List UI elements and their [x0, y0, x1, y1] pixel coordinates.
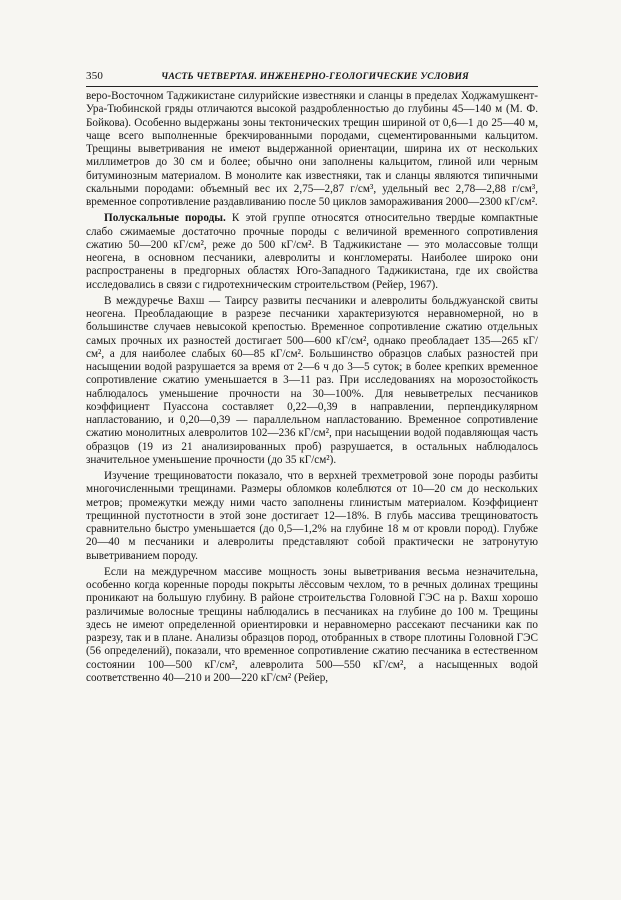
paragraph-1 — [86, 90, 538, 209]
page-number: 350 — [86, 70, 104, 82]
section-heading-semirock: Полускальные породы. — [104, 212, 226, 225]
running-header — [86, 70, 538, 87]
paragraph-1-text: веро-Восточном Таджикистане силурийские известняки и сланцы в пределах Ходжамушкент-Ура-Тюбинской гряды отличаются высокой раздробленностью до глубины 45—140 м (М. Ф. Бойкова). Особенно выдержаны зоны тектонических трещин шириной от 0,6—1 до 25—40 м, чаще всего выполненные брекчированными породами, сцементированными кальцитом. Трещины выветривания не имеют выдержанной ориентации, ширина их от нескольких миллиметров до 30 см и более; обычно они заполнены кальцитом, глиной или черным битуминозным материалом. В монолите как известняки, так и сланцы являются типичными скальными породами: объемный вес их 2,75—2,87 г/см³, удельный вес 2,78—2,88 г/см³, временное сопротивление раздавливанию после 50 циклов замораживания 2000—2300 кГ/см². — [86, 90, 538, 208]
paragraph-4 — [86, 470, 538, 563]
paragraph-5-text: Если на междуречном массиве мощность зоны выветривания весьма незначительна, особенно когда коренные породы покрыты лёссовым чехлом, то в речных долинах трещины проникают на большую глубину. В районе строительства Головной ГЭС на р. Вахш хорошо различимые волосные трещины наблюдались в песчаниках на глубине до 100 м. Трещины здесь не имеют определенной ориентировки и неравномерно рассекают песчаники как по разрезу, так и в плане. Анализы образцов пород, отобранных в створе плотины Головной ГЭС (56 определений), показали, что временное сопротивление сжатию песчаника в естественном состоянии 100—500 кГ/см², алевролита 500—550 кГ/см², а насыщенных водой соответственно 40—210 и 200—220 кГ/см² (Рейер, — [86, 565, 538, 684]
paragraph-5 — [86, 566, 538, 685]
paragraph-3-text: В междуречье Вахш — Таирсу развиты песчаники и алевролиты больджуанской свиты неогена. Преобладающие в разрезе песчаники характеризуются неравномерной, но в большинстве случаев невысокой крепостью. Временное сопротивление сжатию отдельных самых прочных их разностей достигает 500—600 кГ/см², однако преобладает 135—265 кГ/см², а для наиболее слабых 60—85 кГ/см². Большинство образцов слабых разностей при насыщении водой разрушается за время от 2—6 ч до 3—5 суток; в более крепких временное сопротивление сжатию уменьшается в 3—11 раз. При исследованиях на морозостойкость наблюдалось уменьшение прочности на 30—100%. Для невыветрелых песчаников коэффициент Пуассона составляет 0,22—0,39 в направлении, перпендикулярном напластованию, и 0,20—0,39 — параллельном напластованию. Временное сопротивление сжатию монолитных алевролитов 102—236 кГ/см², при насыщении водой подавляющая часть образцов (19 из 21 анализированных проб) разрушается, в остальных наблюдалось значительное уменьшение прочности (до 35 кГ/см²). — [86, 294, 538, 466]
running-title: ЧАСТЬ ЧЕТВЕРТАЯ. ИНЖЕНЕРНО-ГЕОЛОГИЧЕСКИЕ УСЛОВИЯ — [161, 71, 469, 82]
paragraph-4-text: Изучение трещиноватости показало, что в верхней трехметровой зоне породы разбиты многочисленными трещинами. Размеры обломков колеблются от 10—20 см до нескольких метров; промежутки между ними часто заполнены глинистым материалом. Коэффициент трещинной пустотности в этой зоне достигает 12—18%. В глубь массива трещиноватость сравнительно быстро уменьшается (до 0,5—1,2% на глубине 18 м от кровли пород). Глубже 20—40 м песчаники и алевролиты представляют собой практически не затронутую выветриванием породу. — [86, 470, 538, 562]
paragraph-3 — [86, 295, 538, 467]
paragraph-2 — [86, 212, 538, 292]
body-text — [86, 90, 538, 685]
paragraph-2-text: К этой группе относятся относительно твердые компактные слабо сжимаемые достаточно прочные породы с величиной временного сопротивления сжатию 50—200 кГ/см², реже до 500 кГ/см². В Таджикистане — это молассовые толщи неогена, в основном песчаники, алевролиты и конгломераты. Наиболее широко они распространены в предгорных областях Юго-Западного Таджикистана, где их свойства исследовались в связи с гидротехническим строительством (Рейер, 1967). — [86, 212, 539, 291]
book-page — [86, 70, 538, 688]
